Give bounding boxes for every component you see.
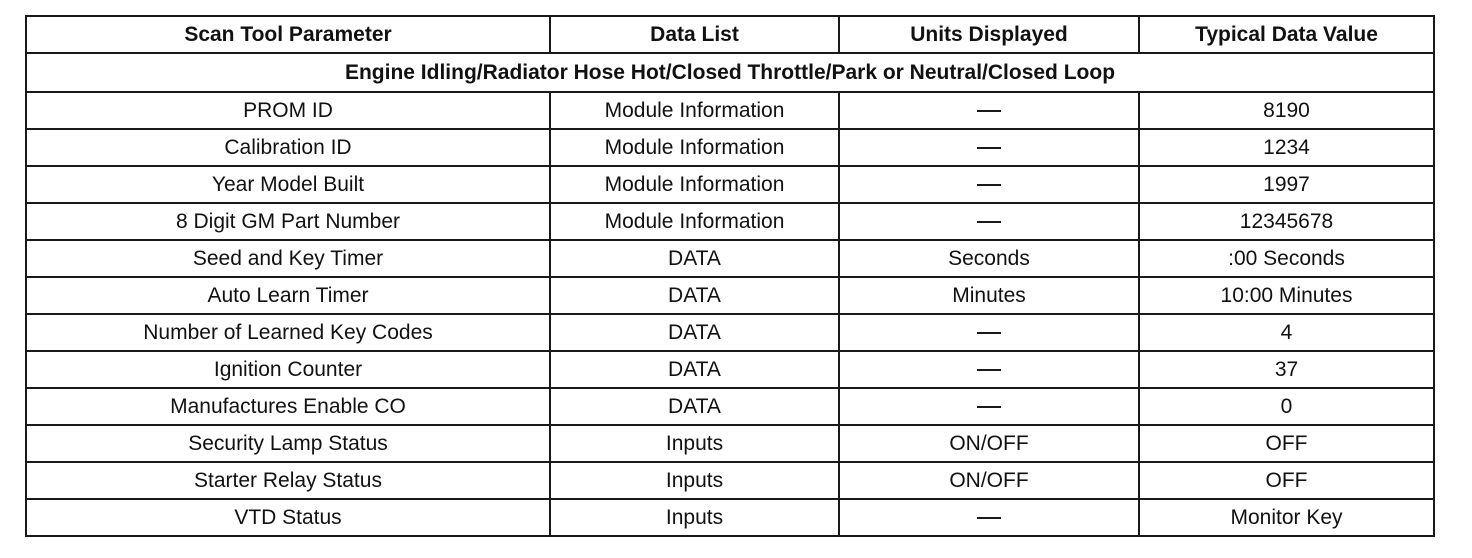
header-typical-data-value: Typical Data Value — [1139, 16, 1434, 53]
table-row — [26, 499, 1434, 536]
cell-typical-value: :00 Seconds — [1139, 240, 1434, 277]
cell-units — [839, 92, 1139, 129]
cell-data-list: DATA — [550, 351, 839, 388]
table-row — [26, 166, 1434, 203]
cell-typical-value: 1997 — [1139, 166, 1434, 203]
cell-data-list: Module Information — [550, 166, 839, 203]
table-row — [26, 388, 1434, 425]
cell-typical-value: Monitor Key — [1139, 499, 1434, 536]
cell-units — [839, 351, 1139, 388]
cell-parameter: Auto Learn Timer — [26, 277, 550, 314]
table-row — [26, 92, 1434, 129]
cell-typical-value: OFF — [1139, 425, 1434, 462]
header-scan-tool-parameter: Scan Tool Parameter — [26, 16, 550, 53]
table-row — [26, 129, 1434, 166]
cell-typical-value: 4 — [1139, 314, 1434, 351]
dash-mark — [977, 406, 1001, 408]
cell-units: Seconds — [839, 240, 1139, 277]
dash-mark — [977, 517, 1001, 519]
cell-data-list: Inputs — [550, 425, 839, 462]
cell-parameter: Ignition Counter — [26, 351, 550, 388]
section-row — [26, 53, 1434, 92]
cell-data-list: DATA — [550, 314, 839, 351]
cell-data-list: Module Information — [550, 129, 839, 166]
cell-data-list: Module Information — [550, 203, 839, 240]
cell-units — [839, 499, 1139, 536]
cell-data-list: Module Information — [550, 92, 839, 129]
dash-mark — [977, 332, 1001, 334]
cell-parameter: Starter Relay Status — [26, 462, 550, 499]
cell-typical-value: 0 — [1139, 388, 1434, 425]
cell-units — [839, 388, 1139, 425]
cell-typical-value: 37 — [1139, 351, 1434, 388]
table-row — [26, 277, 1434, 314]
cell-data-list: Inputs — [550, 499, 839, 536]
table-row — [26, 203, 1434, 240]
dash-mark — [977, 147, 1001, 149]
cell-parameter: VTD Status — [26, 499, 550, 536]
table-row — [26, 351, 1434, 388]
cell-parameter: Year Model Built — [26, 166, 550, 203]
cell-data-list: DATA — [550, 240, 839, 277]
cell-parameter: Calibration ID — [26, 129, 550, 166]
cell-typical-value: 12345678 — [1139, 203, 1434, 240]
cell-data-list: Inputs — [550, 462, 839, 499]
cell-units: ON/OFF — [839, 425, 1139, 462]
section-title: Engine Idling/Radiator Hose Hot/Closed Throttle/Park or Neutral/Closed Loop — [26, 53, 1434, 92]
cell-units — [839, 203, 1139, 240]
header-data-list: Data List — [550, 16, 839, 53]
table-body — [26, 53, 1434, 536]
cell-data-list: DATA — [550, 388, 839, 425]
cell-typical-value: OFF — [1139, 462, 1434, 499]
dash-mark — [977, 184, 1001, 186]
dash-mark — [977, 110, 1001, 112]
dash-mark — [977, 221, 1001, 223]
cell-units — [839, 166, 1139, 203]
cell-typical-value: 10:00 Minutes — [1139, 277, 1434, 314]
header-row — [26, 16, 1434, 53]
header-units-displayed: Units Displayed — [839, 16, 1139, 53]
cell-typical-value: 8190 — [1139, 92, 1434, 129]
cell-parameter: 8 Digit GM Part Number — [26, 203, 550, 240]
table-row — [26, 425, 1434, 462]
cell-units: ON/OFF — [839, 462, 1139, 499]
cell-data-list: DATA — [550, 277, 839, 314]
cell-parameter: PROM ID — [26, 92, 550, 129]
cell-parameter: Seed and Key Timer — [26, 240, 550, 277]
cell-parameter: Security Lamp Status — [26, 425, 550, 462]
cell-typical-value: 1234 — [1139, 129, 1434, 166]
cell-parameter: Manufactures Enable CO — [26, 388, 550, 425]
scan-tool-data-table-container — [25, 15, 1433, 537]
scan-tool-data-table — [25, 15, 1435, 537]
cell-units — [839, 314, 1139, 351]
table-row — [26, 240, 1434, 277]
cell-units — [839, 129, 1139, 166]
table-row — [26, 462, 1434, 499]
table-row — [26, 314, 1434, 351]
cell-units: Minutes — [839, 277, 1139, 314]
dash-mark — [977, 369, 1001, 371]
cell-parameter: Number of Learned Key Codes — [26, 314, 550, 351]
